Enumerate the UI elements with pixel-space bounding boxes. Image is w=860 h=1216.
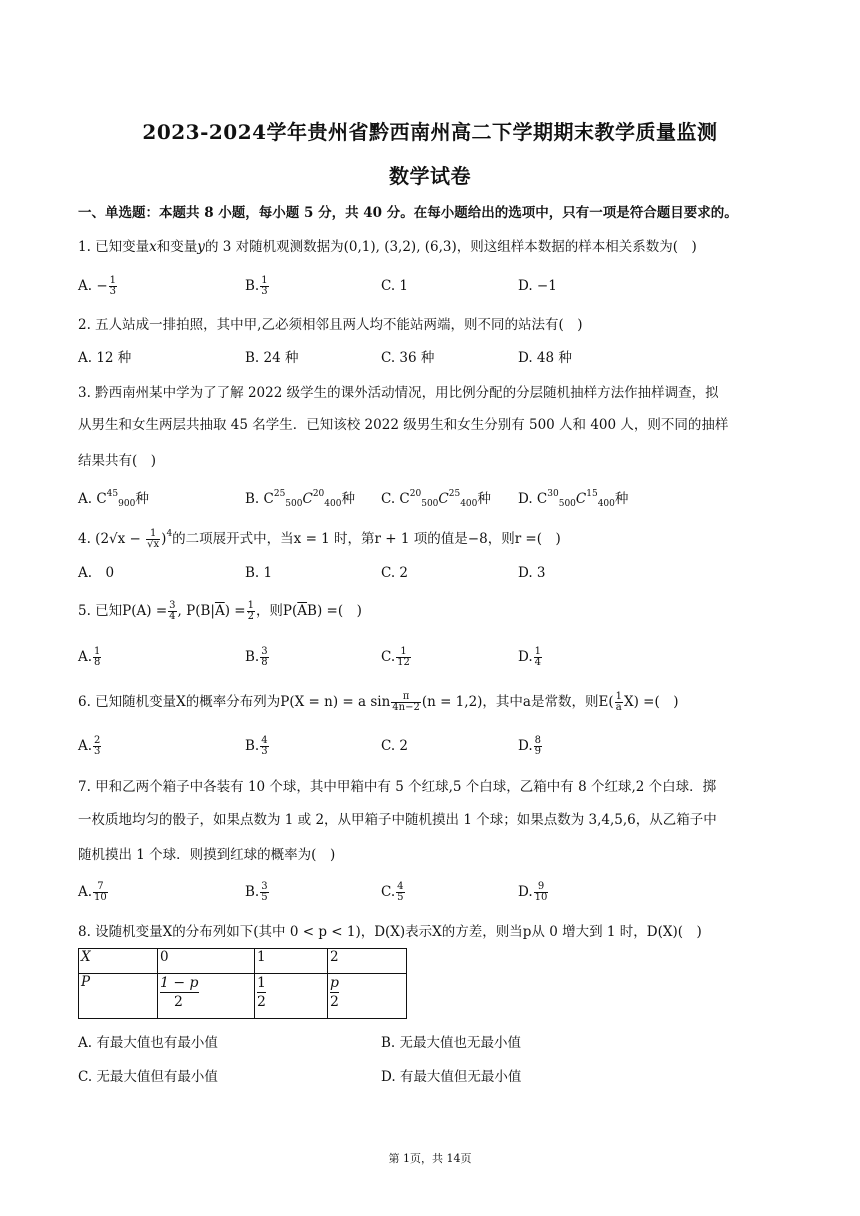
- q4-option-c[interactable]: C. 2: [381, 565, 409, 581]
- question-3-line3: 结果共有( ): [78, 453, 157, 469]
- q1-text-b: 和变量: [156, 239, 198, 255]
- q6-d-num: 8: [534, 735, 542, 746]
- question-3-line1: 3. 黔西南州某中学为了了解 2022 级学生的课外活动情况，用比例分配的分层随机抽样方法作抽样调查，拟: [78, 385, 719, 401]
- q7-a-den: 10: [94, 892, 107, 903]
- q1-var-x: x: [149, 239, 157, 255]
- table-frac-num: p: [330, 975, 339, 991]
- q5-c-den: 12: [397, 657, 410, 668]
- q4-frac-num: 1: [146, 529, 160, 540]
- q6-option-c[interactable]: C. 2: [381, 738, 409, 754]
- q7-b-frac: [260, 882, 268, 903]
- q1-b-den: 3: [261, 286, 268, 297]
- q3-b-sup2: 20: [312, 489, 325, 499]
- page-footer: 第 1页，共 14页: [388, 1152, 472, 1165]
- q3-b-label: B. C: [245, 491, 274, 507]
- q8-option-a[interactable]: A. 有最大值也有最小值: [78, 1035, 218, 1051]
- table-frac: [257, 974, 266, 1011]
- q7-d-num: 9: [534, 882, 549, 893]
- question-4: [78, 524, 561, 550]
- q5-text-d: ，则P(: [255, 603, 298, 619]
- q5-text-a: 5. 已知P(A) =: [78, 603, 168, 619]
- q6-b-label: B.: [245, 738, 260, 754]
- q5-a-label: A.: [78, 649, 93, 665]
- q4-expr-start: 4. (2√x −: [78, 531, 146, 547]
- question-6: [78, 692, 678, 713]
- q5-b-num: 3: [261, 646, 268, 657]
- q5-a-den: 8: [94, 657, 101, 668]
- q6-b-frac: [260, 736, 268, 757]
- question-1: [78, 237, 697, 257]
- q3-b-sub1: 500: [285, 499, 303, 509]
- table-cell: 1: [255, 949, 328, 974]
- q5-f2-den: 2: [247, 611, 254, 622]
- q1-option-b[interactable]: [245, 276, 270, 297]
- question-7-line1: 7. 甲和乙两个箱子中各装有 10 个球，其中甲箱中有 5 个红球,5 个白球，乙箱中有 8 个红球,2 个白球．掷: [78, 779, 717, 795]
- q3-a-end: 种: [135, 491, 149, 507]
- q6-frac2: [615, 692, 623, 713]
- q6-d-frac: [534, 736, 542, 757]
- table-frac-num: 1 − p: [160, 975, 199, 991]
- q6-text-b: (n = 1,2)，其中a是常数，则E(: [421, 694, 614, 710]
- q5-frac2: [247, 601, 255, 622]
- q6-d-label: D.: [518, 738, 533, 754]
- q4-text: 的二项展开式中，当x = 1 时，第r + 1 项的值是−8，则r =( ): [172, 531, 561, 547]
- q5-d-den: 4: [534, 657, 542, 668]
- q5-c-num: 1: [396, 647, 411, 658]
- q1-option-c[interactable]: C. 1: [381, 278, 409, 294]
- q6-f2-den: a: [615, 702, 622, 713]
- q6-d-den: 9: [534, 746, 542, 757]
- q5-option-b[interactable]: [245, 647, 270, 668]
- q8-option-d[interactable]: D. 有最大值但无最小值: [381, 1069, 522, 1085]
- table-cell: [255, 974, 328, 1019]
- q6-frac1: [391, 692, 421, 713]
- section-heading: 一、单选题：本题共 8 小题，每小题 5 分，共 40 分。在每小题给出的选项中，只有一项是符合题目要求的。: [78, 205, 738, 221]
- q3-d-sub1: 500: [558, 499, 576, 509]
- table-frac-den: 2: [174, 994, 183, 1010]
- q5-text-e: B) =( ): [307, 603, 362, 619]
- q7-option-b[interactable]: [245, 882, 270, 903]
- q4-option-b[interactable]: B. 1: [245, 565, 273, 581]
- q3-a-sup: 45: [106, 489, 119, 499]
- q1-a-num: 1: [109, 275, 117, 286]
- q7-b-label: B.: [245, 884, 260, 900]
- q1-b-num: 1: [261, 275, 268, 286]
- q7-a-num: 7: [93, 882, 108, 893]
- table-cell: 0: [158, 949, 255, 974]
- q1-option-a[interactable]: [78, 276, 118, 297]
- q5-b-den: 8: [261, 657, 268, 668]
- table-cell: P: [79, 974, 158, 1019]
- q7-b-num: 3: [261, 881, 268, 892]
- q7-d-label: D.: [518, 884, 533, 900]
- table-row: [79, 949, 407, 974]
- q8-option-c[interactable]: C. 无最大值但有最小值: [78, 1069, 218, 1085]
- q2-option-b[interactable]: B. 24 种: [245, 350, 299, 366]
- q3-d-sup2: 15: [586, 489, 598, 499]
- q5-c-frac: [396, 647, 411, 668]
- q5-abar2: $\overline{A}$: [297, 603, 308, 619]
- q7-c-num: 4: [397, 881, 404, 892]
- q4-frac-den: √x: [147, 539, 160, 550]
- distribution-table: [78, 948, 407, 1019]
- q3-b-end: 种: [341, 491, 355, 507]
- q3-c-sup2: 25: [448, 489, 461, 499]
- table-frac-den: 2: [330, 994, 339, 1010]
- q2-option-a[interactable]: A. 12 种: [78, 350, 132, 366]
- q3-d-end: 种: [614, 491, 629, 507]
- question-7-line2: 一枚质地均匀的骰子，如果点数为 1 或 2，从甲箱子中随机摸出 1 个球；如果点数为 3,4,5,6，从乙箱子中: [78, 812, 717, 828]
- q3-b-sup1: 25: [273, 489, 286, 499]
- q3-c-sup1: 20: [409, 489, 422, 499]
- q3-d-sup1: 30: [547, 489, 559, 499]
- q7-option-a[interactable]: [78, 882, 109, 903]
- q7-option-d[interactable]: [518, 882, 549, 903]
- q3-c-end: 种: [477, 491, 491, 507]
- table-cell: [158, 974, 255, 1019]
- q6-a-num: 2: [94, 735, 101, 746]
- q1-option-b-label: B.: [245, 278, 260, 294]
- question-2: 2. 五人站成一排拍照，其中甲,乙必须相邻且两人均不能站两端，则不同的站法有( ): [78, 317, 583, 333]
- q1-text-a: 1. 已知变量: [78, 239, 150, 255]
- q5-option-a[interactable]: [78, 647, 102, 668]
- q7-a-label: A.: [78, 884, 93, 900]
- q7-a-frac: [93, 882, 108, 903]
- q2-option-c[interactable]: C. 36 种: [381, 350, 435, 366]
- q6-a-frac: [93, 736, 101, 757]
- q7-c-den: 5: [397, 892, 404, 903]
- q6-b-num: 4: [261, 735, 268, 746]
- q5-f2-num: 1: [247, 600, 254, 611]
- q5-abar: $\overline{A}$: [214, 603, 225, 619]
- q1-option-b-frac: [260, 276, 268, 297]
- q6-a-label: A.: [78, 738, 93, 754]
- q1-text-c: 的 3 对随机观测数据为(0,1), (3,2), (6,3)，则这组样本数据的样本相关系数为( ): [204, 239, 697, 255]
- table-cell: 2: [328, 949, 407, 974]
- q6-option-d[interactable]: [518, 736, 543, 757]
- q3-d-label: D. C: [518, 491, 548, 507]
- q5-a-frac: [93, 647, 101, 668]
- table-frac-den: 2: [257, 994, 266, 1010]
- exam-subtitle: 数学试卷: [389, 164, 471, 188]
- q7-option-c[interactable]: [381, 882, 406, 903]
- q5-d-num: 1: [534, 646, 542, 657]
- q3-c-sub1: 500: [421, 499, 439, 509]
- q5-d-frac: [534, 647, 542, 668]
- question-8: 8. 设随机变量X的分布列如下(其中 0 < p < 1)，D(X)表示X的方差，则当p从 0 增大到 1 时，D(X)( ): [78, 924, 702, 940]
- q7-d-frac: [534, 882, 549, 903]
- q5-a-num: 1: [94, 646, 101, 657]
- q5-c-label: C.: [381, 649, 396, 665]
- q3-d-sub2: 400: [597, 499, 615, 509]
- table-frac-num: 1: [257, 975, 266, 991]
- q1-a-den: 3: [109, 286, 117, 297]
- q6-b-den: 3: [261, 746, 268, 757]
- question-3-line2: 从男生和女生两层共抽取 45 名学生．已知该校 2022 级男生和女生分别有 500 人和 400 人，则不同的抽样: [78, 417, 729, 433]
- table-cell: [328, 974, 407, 1019]
- q2-option-d[interactable]: D. 48 种: [518, 350, 572, 366]
- q4-power: 4: [166, 529, 173, 539]
- q1-option-a-frac: [109, 276, 117, 297]
- table-row: [79, 974, 407, 1019]
- q7-c-frac: [396, 882, 404, 903]
- q6-f1-num: π: [391, 692, 421, 703]
- q5-frac1: [168, 601, 176, 622]
- q5-d-label: D.: [518, 649, 533, 665]
- q1-option-a-label: A. −: [78, 278, 108, 294]
- q6-text-a: 6. 已知随机变量X的概率分布列为P(X = n) = a sin: [78, 694, 391, 710]
- q6-a-den: 3: [94, 746, 101, 757]
- q1-option-d[interactable]: D. −1: [518, 278, 557, 294]
- q6-option-b[interactable]: [245, 736, 270, 757]
- q3-c-label: C. C: [381, 491, 410, 507]
- q5-text-b: , P(B|: [177, 603, 215, 619]
- q3-option-c[interactable]: C. $C^{20}_{500}C^{25}_{400}$种: [381, 489, 491, 509]
- q4-frac: [146, 529, 160, 550]
- q3-a-sub: 900: [118, 499, 136, 509]
- q4-expr-close: ): [161, 531, 167, 547]
- q5-b-frac: [260, 647, 268, 668]
- q7-b-den: 5: [261, 892, 268, 903]
- q5-option-c[interactable]: [381, 647, 412, 668]
- q6-f1-den: 4n−2: [392, 702, 420, 713]
- q6-option-a[interactable]: [78, 736, 102, 757]
- q5-option-d[interactable]: [518, 647, 543, 668]
- table-frac: [330, 974, 339, 1011]
- q5-text-c: ) =: [224, 603, 246, 619]
- q1-var-y: y: [197, 239, 205, 255]
- q8-option-b[interactable]: B. 无最大值也无最小值: [381, 1035, 522, 1051]
- q3-option-b[interactable]: B. $C^{25}_{500}C^{20}_{400}$种: [245, 489, 355, 509]
- q3-a-label: A. C: [78, 491, 107, 507]
- table-frac: [160, 974, 199, 1011]
- q5-b-label: B.: [245, 649, 260, 665]
- question-7-line3: 随机摸出 1 个球．则摸到红球的概率为( ): [78, 847, 336, 863]
- q4-option-a[interactable]: A. 0: [78, 565, 115, 581]
- q5-f1-den: 4: [169, 611, 176, 622]
- q6-f2-num: 1: [615, 691, 622, 702]
- q6-text-c: X) =( ): [623, 694, 679, 710]
- q7-d-den: 10: [534, 892, 548, 903]
- q5-f1-num: 3: [169, 600, 176, 611]
- q3-option-d[interactable]: D. $C^{30}_{500}C^{15}_{400}$种: [518, 489, 629, 509]
- q3-b-sub2: 400: [324, 499, 342, 509]
- table-cell: X: [79, 949, 158, 974]
- q3-option-a[interactable]: [78, 484, 149, 514]
- q4-option-d[interactable]: D. 3: [518, 565, 546, 581]
- question-5: [78, 601, 362, 622]
- exam-title: 2023-2024学年贵州省黔西南州高二下学期期末教学质量监测: [142, 120, 718, 144]
- q7-c-label: C.: [381, 884, 396, 900]
- q3-c-sub2: 400: [460, 499, 478, 509]
